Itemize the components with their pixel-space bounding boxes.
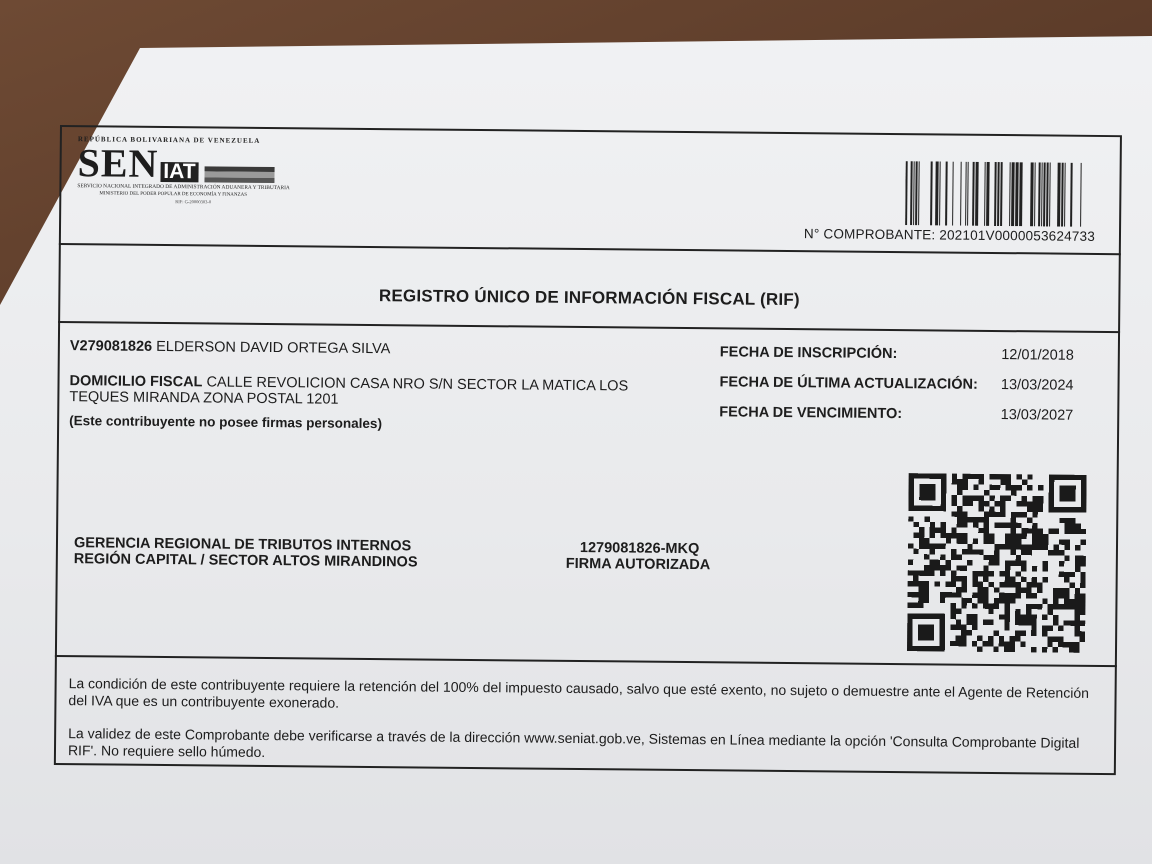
logo-word: SEN	[77, 140, 159, 186]
signature-label: FIRMA AUTORIZADA	[565, 555, 711, 574]
logo-small-text: RIF: G-20000303-0	[175, 199, 212, 205]
footer-validity-note: La validez de este Comprobante debe verificarse a través de la dirección www.seniat.gob.ve, Sistemas en Línea mediante la opción 'Consulta Comprobante Digital RIF'. No requiere sello húmedo.	[67, 725, 1080, 760]
taxpayer-line	[70, 338, 391, 357]
logo-republic-text: REPÚBLICA BOLIVARIANA DE VENEZUELA	[77, 135, 261, 145]
rif-certificate	[54, 125, 1120, 795]
office-line-2: REGIÓN CAPITAL / SECTOR ALTOS MIRANDINOS	[73, 551, 418, 571]
logo-word-box: IAT	[160, 162, 198, 182]
comprobante-number	[804, 226, 1095, 244]
fecha-inscripcion-label: FECHA DE INSCRIPCIÓN:	[719, 344, 898, 363]
flag-icon	[205, 166, 275, 183]
office-line-1: GERENCIA REGIONAL DE TRIBUTOS INTERNOS	[73, 535, 412, 555]
qr-code-icon	[907, 473, 1087, 653]
comprobante-label: N° COMPROBANTE:	[803, 226, 936, 243]
fecha-vencimiento-value: 13/03/2027	[1000, 407, 1074, 424]
logo-subtitle: SERVICIO NACIONAL INTEGRADO DE ADMINISTRACIÓN ADUANERA Y TRIBUTARIA	[77, 183, 290, 192]
domicilio-value-2: TEQUES MIRANDA ZONA POSTAL 1201	[69, 389, 339, 408]
fecha-actualizacion-value: 13/03/2024	[1000, 377, 1074, 394]
taxpayer-rif: V279081826	[69, 338, 153, 355]
fecha-inscripcion-value: 12/01/2018	[1001, 347, 1074, 364]
signature-code: 1279081826-MKQ	[579, 540, 700, 558]
document-title: REGISTRO ÚNICO DE INFORMACIÓN FISCAL (RIF)	[378, 286, 800, 310]
domicilio-label: DOMICILIO FISCAL	[69, 373, 203, 391]
seniat-logo	[77, 135, 338, 219]
barcode-icon	[905, 161, 1098, 227]
taxpayer-name: ELDERSON DAVID ORTEGA SILVA	[156, 338, 391, 358]
logo-ministry: MINISTERIO DEL PODER POPULAR DE ECONOMÍA Y FINANZAS	[99, 191, 248, 198]
fecha-vencimiento-label: FECHA DE VENCIMIENTO:	[719, 404, 903, 423]
domicilio-value-1: CALLE REVOLICION CASA NRO S/N SECTOR LA MATICA LOS	[206, 374, 629, 395]
comprobante-value: 202101V0000053624733	[939, 227, 1096, 244]
footer-retention-note: La condición de este contribuyente requiere la retención del 100% del impuesto causado, salvo que esté exento, no sujeto o demuestre ante el Agente de Retención del IVA que es un contribuyente exonerado.	[68, 675, 1090, 711]
firmas-note: (Este contribuyente no posee firmas personales)	[69, 413, 383, 432]
fecha-actualizacion-label: FECHA DE ÚLTIMA ACTUALIZACIÓN:	[719, 374, 978, 393]
